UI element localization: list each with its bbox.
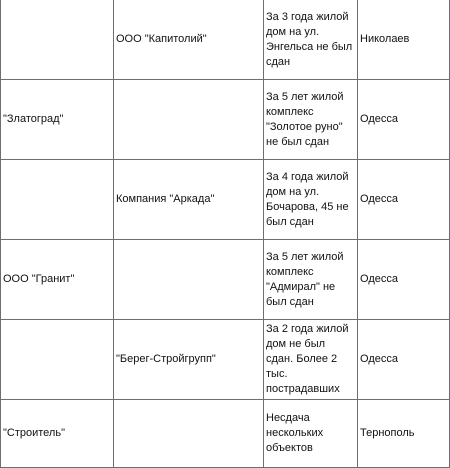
- cell-name: "Строитель": [1, 400, 114, 468]
- cell-name: [1, 160, 114, 240]
- cell-company: Компания "Аркада": [114, 160, 264, 240]
- cell-company: [114, 80, 264, 160]
- cell-name: ООО "Гранит": [1, 240, 114, 320]
- cell-city: Одесса: [358, 240, 450, 320]
- cell-description: За 4 года жилой дом на ул. Бочарова, 45 не был сдан: [264, 160, 358, 240]
- cell-description: Несдача нескольких объектов: [264, 400, 358, 468]
- cell-city: Николаев: [358, 0, 450, 80]
- cell-company: [114, 240, 264, 320]
- cell-description: За 3 года жилой дом на ул. Энгельса не был сдан: [264, 0, 358, 80]
- cell-description: За 5 лет жилой комплекс "Адмирал" не был сдан: [264, 240, 358, 320]
- table-row: [1, 0, 450, 80]
- cell-description: За 5 лет жилой комплекс "Золотое руно" не был сдан: [264, 80, 358, 160]
- cell-name: "Златоград": [1, 80, 114, 160]
- table-row: [1, 80, 450, 160]
- table-row: [1, 320, 450, 400]
- cell-name: [1, 0, 114, 80]
- cell-company: [114, 400, 264, 468]
- table-row: [1, 400, 450, 468]
- cell-company: ООО "Капитолий": [114, 0, 264, 80]
- cell-city: Одесса: [358, 320, 450, 400]
- cell-name: [1, 320, 114, 400]
- cell-city: Одесса: [358, 80, 450, 160]
- cell-city: Тернополь: [358, 400, 450, 468]
- table-row: [1, 240, 450, 320]
- cell-company: "Берег-Стройгрупп": [114, 320, 264, 400]
- cell-city: Одесса: [358, 160, 450, 240]
- cell-description: За 2 года жилой дом не был сдан. Более 2 тыс. пострадавших: [264, 320, 358, 400]
- table-row: [1, 160, 450, 240]
